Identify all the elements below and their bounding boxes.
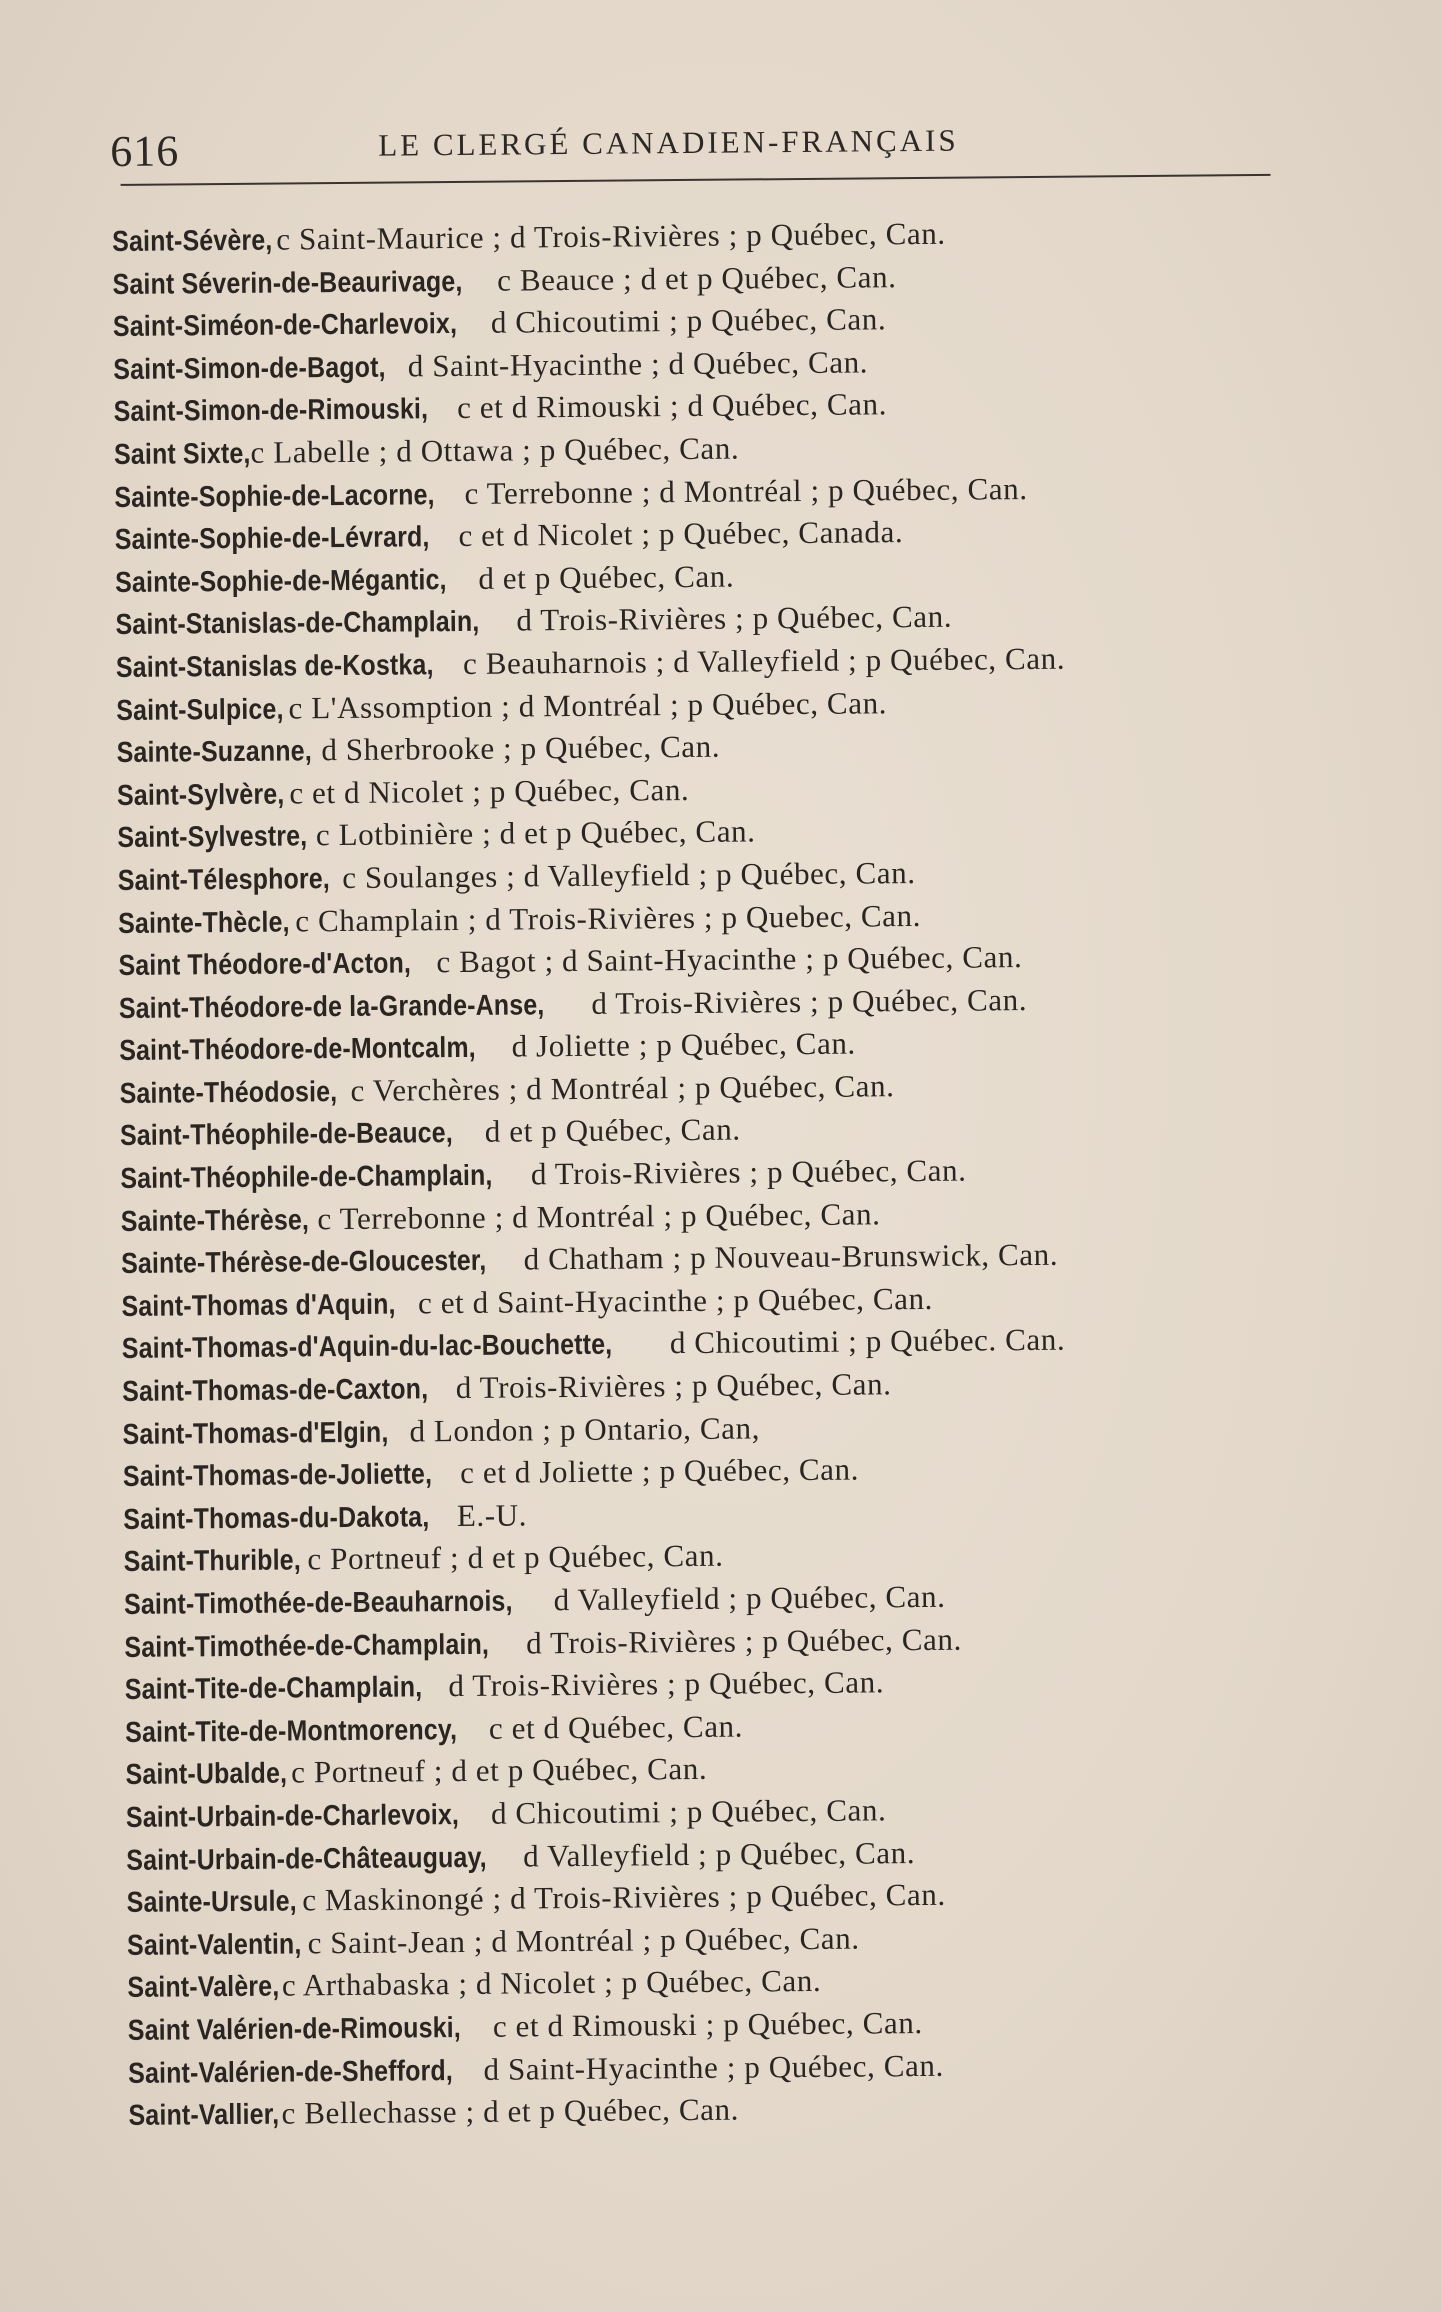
- parish-details: c Lotbinière ; d et p Québec, Can.: [315, 813, 756, 853]
- parish-details: d Chicoutimi ; p Québec, Can.: [490, 1792, 887, 1831]
- parish-details: d Chatham ; p Nouveau-Brunswick, Can.: [523, 1237, 1059, 1277]
- parish-details: d Trois-Rivières ; p Québec, Can.: [455, 1366, 892, 1406]
- parish-details: d Joliette ; p Québec, Can.: [511, 1025, 856, 1064]
- parish-details: c Saint-Jean ; d Montréal ; p Québec, Can.: [307, 1920, 860, 1961]
- parish-details: c Beauharnois ; d Valleyfield ; p Québec, Can.: [462, 640, 1066, 681]
- parish-details: c Bagot ; d Saint-Hyacinthe ; p Québec, Can.: [436, 939, 1023, 980]
- running-title: LE CLERGÉ CANADIEN-FRANÇAIS: [378, 122, 959, 163]
- parish-name: Saint-Thomas-de-Joliette,: [122, 1458, 433, 1494]
- parish-name: Sainte-Sophie-de-Lacorne,: [114, 478, 435, 514]
- parish-name: Saint-Thomas-d'Elgin,: [122, 1416, 389, 1451]
- parish-name: Saint Théodore-d'Acton,: [118, 947, 412, 983]
- parish-details: c L'Assomption ; d Montréal ; p Québec, Can.: [288, 684, 888, 726]
- parish-details: c Bellechasse ; d et p Québec, Can.: [281, 2091, 740, 2131]
- parish-name: Saint Valérien-de-Rimouski,: [127, 2011, 462, 2047]
- parish-details: E.-U.: [456, 1497, 528, 1533]
- parish-details: c Arthabaska ; d Nicolet ; p Québec, Can.: [281, 1963, 822, 2003]
- page-number: 616: [110, 126, 180, 176]
- parish-name: Saint-Télesphore,: [117, 863, 331, 897]
- parish-name: Saint-Timothée-de-Champlain,: [124, 1628, 490, 1664]
- parish-details: c Verchères ; d Montréal ; p Québec, Can.: [350, 1068, 895, 1108]
- parish-name: Saint-Simon-de-Bagot,: [113, 351, 386, 386]
- parish-details: c Maskinongé ; d Trois-Rivières ; p Québec, Can.: [302, 1876, 946, 1918]
- parish-name: Saint-Tite-de-Montmorency,: [125, 1713, 458, 1749]
- parish-name: Sainte-Ursule,: [126, 1885, 297, 1920]
- parish-details: c Beauce ; d et p Québec, Can.: [497, 258, 897, 298]
- parish-details: d Sherbrooke ; p Québec, Can.: [321, 728, 721, 768]
- parish-name: Saint-Valérien-de-Shefford,: [128, 2054, 454, 2090]
- parish-details: c et d Québec, Can.: [488, 1708, 744, 1746]
- parish-name: Saint-Stanislas-de-Champlain,: [115, 606, 480, 642]
- parish-details: d Chicoutimi ; p Québec, Can.: [490, 301, 887, 340]
- parish-name: Sainte-Thècle,: [117, 905, 290, 940]
- parish-name: Saint-Siméon-de-Charlevoix,: [112, 308, 458, 344]
- parish-name: Sainte-Thérèse,: [120, 1203, 310, 1238]
- parish-details: d Valleyfield ; p Québec, Can.: [523, 1834, 916, 1874]
- parish-name: Saint-Stanislas de-Kostka,: [115, 649, 434, 684]
- parish-name: Sainte-Suzanne,: [116, 735, 313, 770]
- parish-details: d London ; p Ontario, Can,: [409, 1410, 761, 1449]
- parish-name: Saint-Théophile-de-Beauce,: [119, 1117, 454, 1153]
- parish-details: c Portneuf ; d et p Québec, Can.: [307, 1538, 724, 1577]
- parish-name: Saint-Urbain-de-Châteauguay,: [126, 1841, 487, 1877]
- parish-name: Sainte-Théodosie,: [119, 1075, 338, 1110]
- parish-details: d Trois-Rivières ; p Québec, Can.: [448, 1664, 885, 1704]
- parish-details: c Terrebonne ; d Montréal ; p Québec, Can.: [317, 1195, 881, 1236]
- parish-name: Saint-Vallier,: [128, 2098, 280, 2133]
- parish-name: Saint-Ubalde,: [125, 1757, 288, 1792]
- page-header: [110, 110, 1271, 190]
- parish-details: c Portneuf ; d et p Québec, Can.: [291, 1751, 708, 1790]
- parish-name: Saint-Théodore-de-Montcalm,: [119, 1032, 476, 1068]
- parish-details: c et d Nicolet ; p Québec, Canada.: [458, 514, 904, 554]
- parish-details: c et d Saint-Hyacinthe ; p Québec, Can.: [417, 1280, 934, 1321]
- parish-name: Saint-Thomas-de-Caxton,: [122, 1373, 429, 1408]
- parish-name: Saint-Valentin,: [126, 1928, 302, 1962]
- parish-name: Saint-Théodore-de la-Grande-Anse,: [118, 988, 545, 1025]
- parish-name: Sainte-Sophie-de-Lévrard,: [114, 521, 430, 557]
- parish-details: c Labelle ; d Ottawa ; p Québec, Can.: [250, 430, 740, 470]
- parish-name: Saint-Thomas d'Aquin,: [121, 1288, 396, 1323]
- parish-details: d Trois-Rivières ; p Québec, Can.: [591, 981, 1028, 1021]
- parish-details: d et p Québec, Can.: [478, 558, 735, 596]
- parish-name: Sainte-Thérèse-de-Gloucester,: [120, 1245, 487, 1281]
- parish-details: d Trois-Rivières ; p Québec, Can.: [516, 599, 953, 638]
- parish-details: c et d Joliette ; p Québec, Can.: [460, 1451, 860, 1491]
- parish-details: d et p Québec, Can.: [484, 1112, 741, 1150]
- parish-details: d Trois-Rivières ; p Québec, Can.: [526, 1621, 963, 1661]
- parish-details: d Saint-Hyacinthe ; p Québec, Can.: [483, 2047, 944, 2087]
- parish-name: Saint-Tite-de-Champlain,: [124, 1671, 423, 1707]
- header-rule: [121, 174, 1271, 186]
- parish-name: Saint-Sulpice,: [116, 693, 284, 727]
- parish-name: Saint-Sylvère,: [116, 778, 285, 812]
- parish-details: c et d Rimouski ; d Québec, Can.: [456, 386, 888, 426]
- parish-details: d Trois-Rivières ; p Québec, Can.: [530, 1152, 967, 1192]
- parish-list: [112, 210, 1329, 2137]
- parish-name: Saint-Timothée-de-Beauharnois,: [123, 1585, 513, 1621]
- parish-details: c Terrebonne ; d Montréal ; p Québec, Can.: [464, 470, 1028, 511]
- parish-name: Saint-Valère,: [127, 1970, 280, 2005]
- parish-details: c Champlain ; d Trois-Rivières ; p Quebec, Can.: [295, 897, 922, 938]
- parish-name: Saint-Thomas-d'Aquin-du-lac-Bouchette,: [121, 1329, 613, 1366]
- parish-name: Sainte-Sophie-de-Mégantic,: [115, 563, 447, 599]
- parish-name: Saint-Thomas-du-Dakota,: [123, 1501, 430, 1536]
- parish-details: c Saint-Maurice ; d Trois-Rivières ; p Québec, Can.: [276, 215, 946, 257]
- parish-name: Saint-Sylvestre,: [117, 820, 308, 855]
- parish-details: c Soulanges ; d Valleyfield ; p Québec, Can.: [342, 854, 916, 895]
- parish-name: Saint Séverin-de-Beaurivage,: [112, 265, 463, 301]
- parish-name: Saint-Urbain-de-Charlevoix,: [125, 1799, 460, 1834]
- parish-details: d Chicoutimi ; p Québec. Can.: [669, 1322, 1066, 1361]
- parish-details: d Saint-Hyacinthe ; d Québec, Can.: [407, 344, 869, 384]
- parish-name: Saint Sixte,: [113, 437, 251, 471]
- parish-details: d Valleyfield ; p Québec, Can.: [553, 1578, 946, 1618]
- parish-details: c et d Nicolet ; p Québec, Can.: [289, 771, 690, 811]
- parish-name: Saint-Thurible,: [123, 1544, 302, 1579]
- parish-details: c et d Rimouski ; p Québec, Can.: [492, 2004, 923, 2044]
- parish-name: Saint-Simon-de-Rimouski,: [113, 393, 429, 429]
- parish-name: Saint-Sévère,: [112, 224, 273, 258]
- parish-name: Saint-Théophile-de-Champlain,: [120, 1159, 493, 1196]
